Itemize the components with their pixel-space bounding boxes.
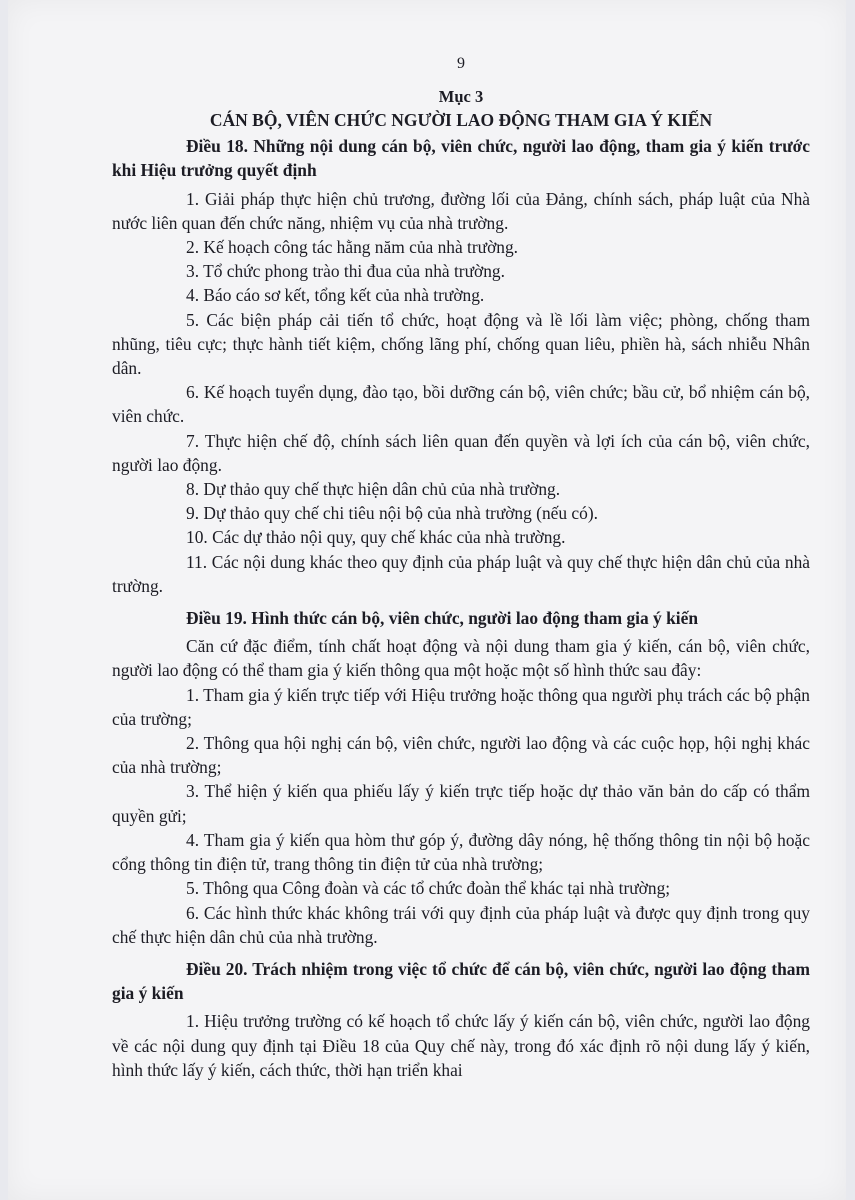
article-18-item-8: 8. Dự thảo quy chế thực hiện dân chủ của nhà trường. bbox=[186, 479, 561, 500]
article-18-item-6: 6. Kế hoạch tuyển dụng, đào tạo, bồi dưỡng cán bộ, viên chức; bầu cử, bổ nhiệm cán bộ, viên chức. bbox=[112, 382, 810, 427]
article-19-item-2: 2. Thông qua hội nghị cán bộ, viên chức, người lao động và các cuộc họp, hội nghị khác của nhà trường; bbox=[112, 733, 810, 778]
article-19-item-3: 3. Thể hiện ý kiến qua phiếu lấy ý kiến trực tiếp hoặc dự thảo văn bản do cấp có thẩm quyền gửi; bbox=[112, 781, 810, 826]
article-18-item-10: 10. Các dự thảo nội quy, quy chế khác của nhà trường. bbox=[186, 527, 566, 548]
article-18-item-7: 7. Thực hiện chế độ, chính sách liên quan đến quyền và lợi ích của cán bộ, viên chức, người lao động. bbox=[112, 430, 810, 475]
page-number: 9 bbox=[457, 55, 465, 72]
article-18-item-4: 4. Báo cáo sơ kết, tổng kết của nhà trường. bbox=[186, 285, 485, 306]
article-19-item-6: 6. Các hình thức khác không trái với quy định của pháp luật và được quy định trong quy chế thực hiện dân chủ của nhà trường. bbox=[112, 902, 810, 947]
article-18-item-3: 3. Tổ chức phong trào thi đua của nhà trường. bbox=[186, 261, 505, 282]
article-19-item-5: 5. Thông qua Công đoàn và các tổ chức đoàn thể khác tại nhà trường; bbox=[186, 878, 671, 899]
article-19-item-1: 1. Tham gia ý kiến trực tiếp với Hiệu trưởng hoặc thông qua người phụ trách các bộ phận của trường; bbox=[112, 684, 810, 729]
article-18-heading: Điều 18. Những nội dung cán bộ, viên chức, người lao động, tham gia ý kiến trước khi Hiệu trưởng quyết định bbox=[112, 136, 810, 181]
article-18-item-1: 1. Giải pháp thực hiện chủ trương, đường lối của Đảng, chính sách, pháp luật của Nhà nước liên quan đến chức năng, nhiệm vụ của nhà trường. bbox=[112, 188, 810, 233]
article-18-item-9: 9. Dự thảo quy chế chi tiêu nội bộ của nhà trường (nếu có). bbox=[186, 503, 598, 524]
article-19-item-4: 4. Tham gia ý kiến qua hòm thư góp ý, đường dây nóng, hệ thống thông tin nội bộ hoặc cổng thông tin điện tử, trang thông tin điện tử của nhà trường; bbox=[112, 829, 810, 875]
article-18-item-5: 5. Các biện pháp cải tiến tổ chức, hoạt động và lề lối làm việc; phòng, chống tham nhũng, tiêu cực; thực hành tiết kiệm, chống lãng phí, chống quan liêu, phiền hà, sách nhiễu Nhân dân. bbox=[112, 309, 810, 379]
article-19-heading: Điều 19. Hình thức cán bộ, viên chức, người lao động tham gia ý kiến bbox=[186, 608, 698, 629]
section-label: Mục 3 bbox=[438, 87, 484, 107]
article-20-item-1: 1. Hiệu trưởng trường có kế hoạch tổ chức lấy ý kiến cán bộ, viên chức, người lao động về các nội dung quy định tại Điều 18 của Quy chế này, trong đó xác định rõ nội dung lấy ý kiến, hình thức lấy ý kiến, cách thức, thời hạn triển khai bbox=[112, 1011, 810, 1080]
document-page bbox=[8, 0, 846, 1200]
section-title: CÁN BỘ, VIÊN CHỨC NGƯỜI LAO ĐỘNG THAM GIA Ý KIẾN bbox=[209, 110, 713, 131]
document-body bbox=[112, 52, 810, 1082]
article-18-item-11: 11. Các nội dung khác theo quy định của pháp luật và quy chế thực hiện dân chủ của nhà trường. bbox=[112, 551, 810, 596]
article-18-item-2: 2. Kế hoạch công tác hằng năm của nhà trường. bbox=[186, 237, 519, 258]
article-19-intro: Căn cứ đặc điểm, tính chất hoạt động và nội dung tham gia ý kiến, cán bộ, viên chức, người lao động có thể tham gia ý kiến thông qua một hoặc một số hình thức sau đây: bbox=[112, 636, 810, 681]
article-20-heading: Điều 20. Trách nhiệm trong việc tổ chức để cán bộ, viên chức, người lao động tham gia ý kiến bbox=[112, 958, 810, 1004]
